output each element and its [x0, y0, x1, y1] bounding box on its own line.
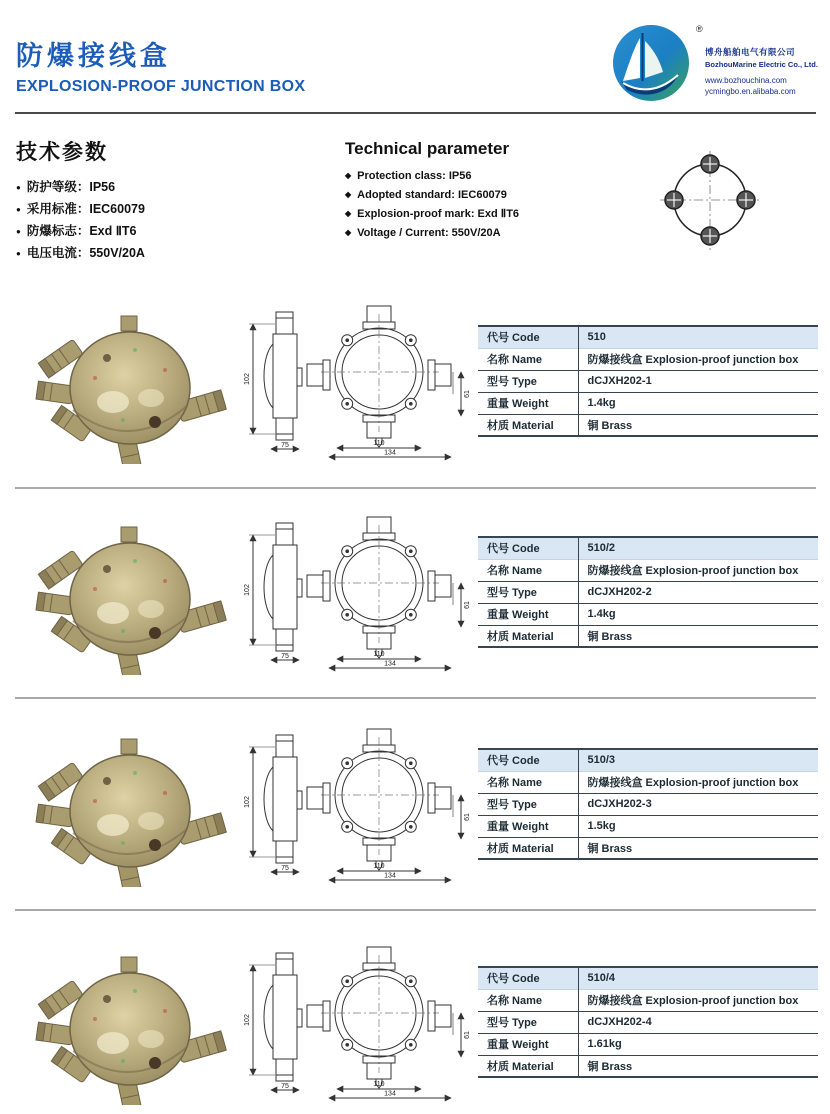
table-row	[478, 967, 818, 989]
name-value: 防爆接线盒 Explosion-proof junction box	[587, 354, 799, 366]
table-row	[478, 749, 818, 771]
type-label: 型号 Type	[478, 1011, 578, 1033]
tech-param-text: Voltage / Current: 550V/20A	[357, 227, 501, 239]
section-divider	[15, 697, 816, 699]
table-row	[478, 989, 818, 1011]
table-row	[478, 370, 818, 392]
tech-param-item	[345, 167, 519, 186]
company-info-block	[705, 46, 827, 96]
tech-param-text: 采用标准：IEC60079	[26, 202, 145, 216]
tech-param-item	[345, 186, 519, 205]
material-value: 铜 Brass	[587, 842, 633, 855]
bullet-icon: ●	[16, 205, 21, 214]
weight-label: 重量 Weight	[478, 392, 578, 414]
tech-param-text: Protection class: IP56	[357, 170, 472, 182]
bullet-icon: ◆	[345, 171, 352, 180]
section-divider	[15, 909, 816, 911]
product-section-510-3	[0, 723, 830, 913]
product-section-510-2	[0, 511, 830, 701]
flange-top-view-drawing	[638, 143, 788, 258]
weight-label: 重量 Weight	[478, 1033, 578, 1055]
material-label: 材质 Material	[478, 414, 578, 436]
page-title-en: EXPLOSION-PROOF JUNCTION BOX	[16, 78, 306, 95]
company-alibaba-url: ycmingbo.en.alibaba.com	[705, 87, 796, 96]
material-value: 铜 Brass	[587, 419, 633, 432]
tech-param-text: 防爆标志：Exd ⅡT6	[26, 224, 137, 238]
weight-value: 1.4kg	[587, 397, 616, 409]
name-label: 名称 Name	[478, 989, 578, 1011]
type-label: 型号 Type	[478, 793, 578, 815]
type-value: dCJXH202-2	[587, 586, 652, 598]
name-value: 防爆接线盒 Explosion-proof junction box	[587, 995, 799, 1007]
product-photo	[35, 955, 230, 1105]
spec-table	[478, 966, 818, 1078]
front-view-drawing	[303, 725, 473, 885]
table-row	[478, 815, 818, 837]
product-photo	[35, 737, 230, 887]
name-value: 防爆接线盒 Explosion-proof junction box	[587, 565, 799, 577]
weight-value: 1.5kg	[587, 820, 616, 832]
table-row	[478, 771, 818, 793]
tech-param-item	[16, 221, 145, 243]
tech-param-item	[16, 199, 145, 221]
weight-label: 重量 Weight	[478, 815, 578, 837]
tech-param-item	[345, 205, 519, 224]
material-label: 材质 Material	[478, 1055, 578, 1077]
type-value: dCJXH202-4	[587, 1016, 652, 1028]
tech-params-zh	[16, 136, 145, 265]
product-section-510	[0, 300, 830, 490]
table-row	[478, 1011, 818, 1033]
front-view-drawing	[303, 513, 473, 673]
weight-value: 1.4kg	[587, 608, 616, 620]
code-value: 510/3	[587, 754, 616, 767]
spec-table	[478, 325, 818, 437]
type-value: dCJXH202-3	[587, 798, 652, 810]
spec-table	[478, 748, 818, 860]
code-label: 代号 Code	[478, 749, 578, 771]
code-value: 510	[587, 331, 606, 344]
company-logo-icon	[610, 22, 692, 104]
table-row	[478, 392, 818, 414]
material-label: 材质 Material	[478, 837, 578, 859]
table-row	[478, 559, 818, 581]
front-view-drawing	[303, 943, 473, 1103]
product-photo	[35, 525, 230, 675]
bullet-icon: ◆	[345, 209, 352, 218]
name-label: 名称 Name	[478, 559, 578, 581]
tech-param-text: Adopted standard: IEC60079	[357, 189, 507, 201]
table-row	[478, 537, 818, 559]
section-divider	[15, 487, 816, 489]
name-label: 名称 Name	[478, 771, 578, 793]
tech-params-en	[345, 139, 519, 243]
page-title-zh: 防爆接线盒	[16, 41, 171, 71]
type-value: dCJXH202-1	[587, 375, 652, 387]
bullet-icon: ◆	[345, 190, 352, 199]
material-value: 铜 Brass	[587, 1060, 633, 1073]
tech-param-item	[345, 224, 519, 243]
bullet-icon: ●	[16, 183, 21, 192]
tech-params-zh-heading: 技术参数	[16, 141, 108, 164]
bullet-icon: ●	[16, 249, 21, 258]
company-name-en: BozhouMarine Electric Co., Ltd.	[705, 60, 818, 69]
table-row	[478, 1055, 818, 1077]
table-row	[478, 348, 818, 370]
company-name-zh: 博舟船舶电气有限公司	[705, 47, 796, 57]
weight-value: 1.61kg	[587, 1038, 622, 1050]
tech-param-text: Explosion-proof mark: Exd ⅡT6	[357, 208, 520, 220]
product-photo	[35, 314, 230, 464]
code-label: 代号 Code	[478, 537, 578, 559]
table-row	[478, 1033, 818, 1055]
header-divider	[15, 112, 816, 114]
type-label: 型号 Type	[478, 581, 578, 603]
table-row	[478, 837, 818, 859]
table-row	[478, 793, 818, 815]
material-label: 材质 Material	[478, 625, 578, 647]
company-website: www.bozhouchina.com	[705, 76, 787, 85]
weight-label: 重量 Weight	[478, 603, 578, 625]
tech-param-item	[16, 243, 145, 265]
material-value: 铜 Brass	[587, 630, 633, 643]
table-row	[478, 625, 818, 647]
tech-params-en-heading: Technical parameter	[345, 139, 510, 158]
bullet-icon: ●	[16, 227, 21, 236]
spec-table	[478, 536, 818, 648]
code-value: 510/2	[587, 542, 616, 555]
tech-param-text: 电压电流：550V/20A	[26, 246, 145, 260]
front-view-drawing	[303, 302, 473, 462]
code-value: 510/4	[587, 972, 616, 985]
name-label: 名称 Name	[478, 348, 578, 370]
bullet-icon: ◆	[345, 228, 352, 237]
table-row	[478, 414, 818, 436]
tech-param-item	[16, 177, 145, 199]
page-title-block	[16, 34, 305, 96]
registered-trademark-mark: ®	[696, 24, 703, 34]
code-label: 代号 Code	[478, 326, 578, 348]
code-label: 代号 Code	[478, 967, 578, 989]
product-section-510-4	[0, 941, 830, 1114]
name-value: 防爆接线盒 Explosion-proof junction box	[587, 777, 799, 789]
table-row	[478, 581, 818, 603]
table-row	[478, 326, 818, 348]
table-row	[478, 603, 818, 625]
tech-param-text: 防护等级：IP56	[26, 180, 116, 194]
type-label: 型号 Type	[478, 370, 578, 392]
